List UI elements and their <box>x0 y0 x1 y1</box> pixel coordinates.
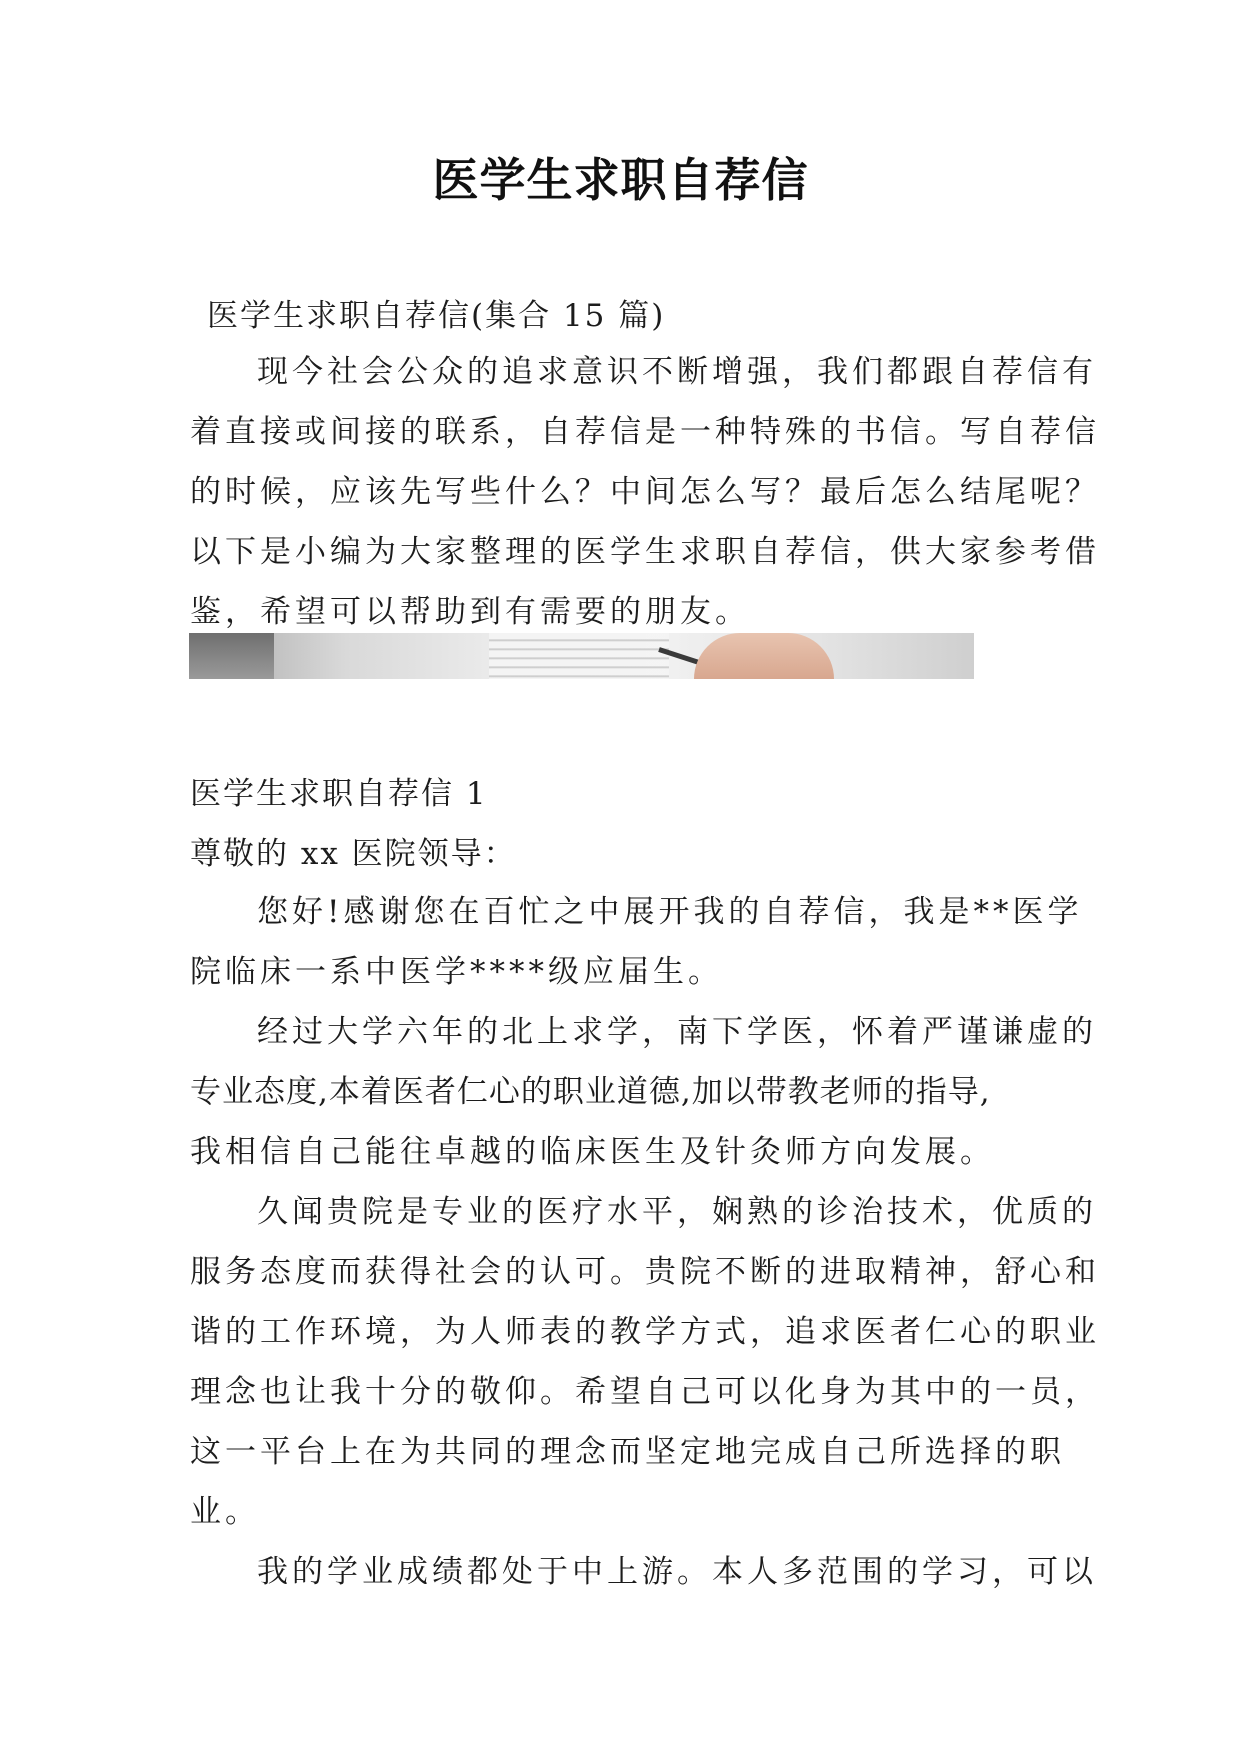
intro-line: 现今社会公众的追求意识不断增强，我们都跟自荐信有 <box>257 354 1097 390</box>
banner-sleeve <box>189 633 274 679</box>
body-line: 这一平台上在为共同的理念而坚定地完成自己所选择的职 <box>190 1434 1065 1470</box>
banner-paper <box>489 633 669 679</box>
salutation: 尊敬的 xx 医院领导： <box>190 836 517 872</box>
body-line: 业。 <box>190 1494 260 1530</box>
body-line: 专业态度,本着医者仁心的职业道德,加以带教老师的指导, <box>190 1074 991 1110</box>
body-line: 经过大学六年的北上求学，南下学医，怀着严谨谦虚的 <box>257 1014 1097 1050</box>
body-line: 久闻贵院是专业的医疗水平，娴熟的诊治技术，优质的 <box>257 1194 1097 1230</box>
intro-line: 以下是小编为大家整理的医学生求职自荐信，供大家参考借 <box>190 534 1100 570</box>
body-line: 我相信自己能往卓越的临床医生及针灸师方向发展。 <box>190 1134 995 1170</box>
body-line: 院临床一系中医学****级应届生。 <box>190 954 723 990</box>
section-heading: 医学生求职自荐信 1 <box>190 776 488 812</box>
banner-image <box>189 633 974 679</box>
intro-line: 着直接或间接的联系，自荐信是一种特殊的书信。写自荐信 <box>190 414 1100 450</box>
intro-line: 的时候，应该先写些什么？中间怎么写？最后怎么结尾呢？ <box>190 474 1100 510</box>
document-title: 医学生求职自荐信 <box>432 153 809 207</box>
body-line: 服务态度而获得社会的认可。贵院不断的进取精神，舒心和 <box>190 1254 1100 1290</box>
body-line: 您好!感谢您在百忙之中展开我的自荐信，我是**医学 <box>257 894 1083 930</box>
document-subtitle: 医学生求职自荐信(集合 15 篇) <box>207 298 666 334</box>
body-line: 理念也让我十分的敬仰。希望自己可以化身为其中的一员， <box>190 1374 1100 1410</box>
intro-line: 鉴，希望可以帮助到有需要的朋友。 <box>190 594 750 630</box>
body-line: 谐的工作环境，为人师表的教学方式，追求医者仁心的职业 <box>190 1314 1100 1350</box>
banner-hand <box>694 633 834 679</box>
body-line: 我的学业成绩都处于中上游。本人多范围的学习，可以 <box>257 1554 1097 1590</box>
